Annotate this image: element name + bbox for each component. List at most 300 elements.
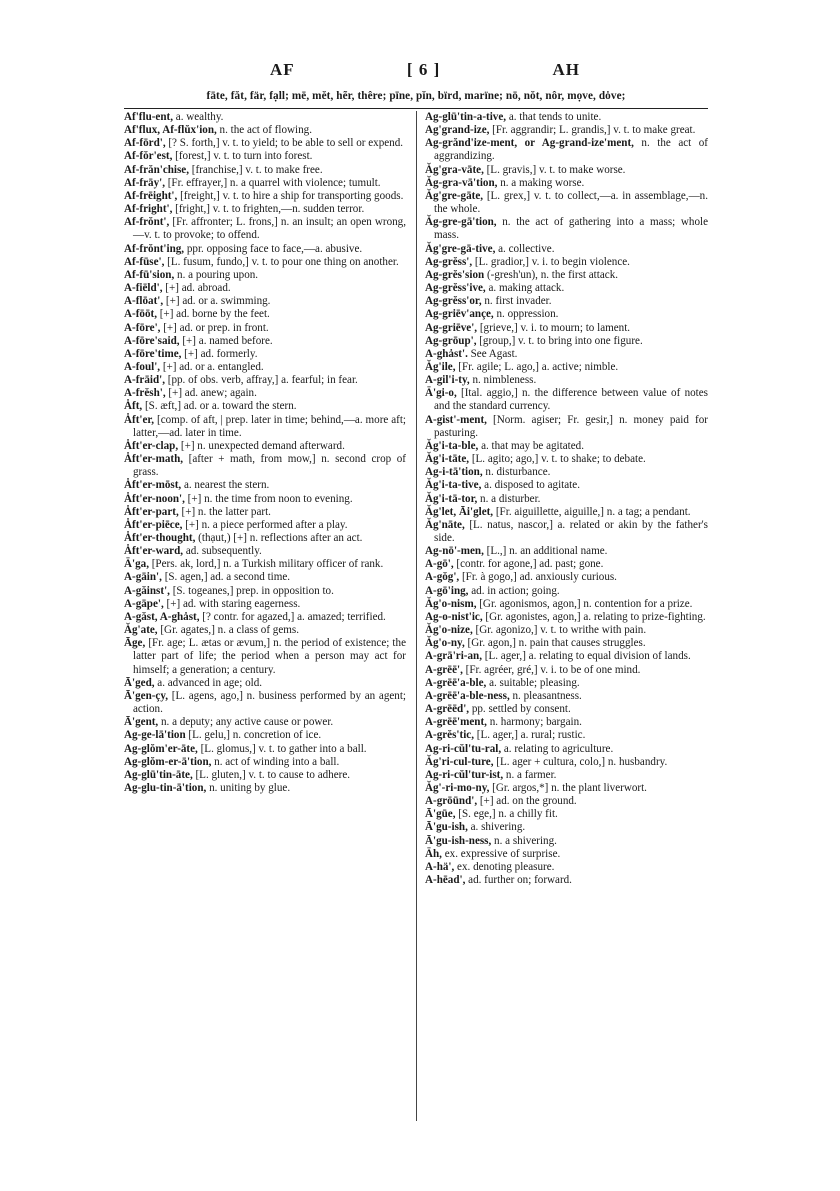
right-guide-word: AH [552, 60, 580, 79]
entry-definition: [+] ad. or a. swimming. [163, 295, 271, 308]
entry-definition: a. wealthy. [173, 111, 224, 123]
entry-definition: [L. ager + cultura, colo,] n. husbandry. [493, 755, 668, 768]
entry-headword: Äh, [425, 847, 442, 860]
dictionary-entry [425, 111, 708, 124]
right-column [416, 111, 708, 887]
entry-headword: Af-frŏnt', [124, 216, 170, 229]
dictionary-entry [124, 585, 406, 598]
page-number: [ 6 ] [406, 60, 441, 79]
entry-definition: ad. in action; going. [468, 584, 560, 597]
entry-headword: Ag-grĕss'ive, [425, 282, 486, 295]
entry-definition: [+] n. a piece performed after a play. [182, 518, 348, 531]
entry-definition: [+] n. the latter part. [178, 505, 271, 518]
dictionary-entry [124, 545, 406, 558]
dictionary-entry [425, 519, 708, 545]
dictionary-entry [425, 782, 708, 795]
entry-definition: ad. subsequently. [183, 545, 262, 558]
dictionary-entry [425, 479, 708, 492]
entry-definition: n. disturbance. [482, 466, 551, 479]
entry-headword: Ȧft'er-clap, [124, 439, 179, 452]
entry-definition: ad. further on; forward. [465, 874, 572, 887]
dictionary-entry [425, 835, 708, 848]
dictionary-entry [124, 387, 406, 400]
entry-definition: [L. gravis,] v. t. to make worse. [483, 163, 626, 176]
dictionary-entry [425, 677, 708, 690]
entry-headword: Ăg'gre-gā-tive, [425, 242, 496, 255]
entry-headword: A-frāid', [124, 374, 165, 387]
dictionary-entry [425, 282, 708, 295]
entry-definition: n. act of winding into a ball. [211, 755, 340, 768]
dictionary-entry [124, 137, 406, 150]
entry-definition: [Gr. agonistes, agon,] a. relating to prize-fighting. [482, 610, 706, 623]
entry-definition: [pp. of obs. verb, affray,] a. fearful; in fear. [164, 374, 358, 387]
dictionary-entry [124, 453, 406, 479]
dictionary-entry [425, 453, 708, 466]
entry-headword: A-grā'ri-an, [425, 650, 482, 663]
dictionary-entry [124, 203, 406, 216]
entry-definition: [fright,] v. t. to frighten,—n. sudden terror. [172, 203, 365, 216]
entry-headword: Ag-ri-cŭl'tur-ist, [425, 768, 504, 781]
entry-headword: Ag-griēv'ançe, [425, 308, 494, 321]
dictionary-entry [425, 848, 708, 861]
entry-headword: Ăg-gra-vā'tion, [425, 176, 498, 189]
entry-headword: Ăg'o-nize, [425, 624, 473, 637]
entry-definition: [group,] v. t. to bring into one figure. [476, 334, 643, 347]
entry-headword: A-găinst', [124, 584, 170, 597]
entry-definition: [L. agito; ago,] v. t. to shake; to debate. [469, 453, 646, 466]
dictionary-entry [425, 440, 708, 453]
entry-definition: [+] ad. borne by the feet. [156, 308, 270, 321]
entry-headword: Ag-grōup', [425, 334, 477, 347]
dictionary-entry [124, 637, 406, 676]
dictionary-entry [124, 361, 406, 374]
entry-headword: A-grēē', [425, 663, 463, 676]
entry-definition: ex. expressive of surprise. [441, 847, 561, 860]
entry-definition: n. a pouring upon. [174, 268, 259, 281]
entry-headword: A-gō'ing, [425, 584, 469, 597]
entry-headword: Āge, [124, 637, 146, 650]
entry-definition: [L. natus, nascor,] a. related or akin by the father's side. [434, 518, 708, 544]
dictionary-entry [425, 637, 708, 650]
entry-headword: Ȧft'er-ward, [124, 545, 184, 558]
entry-headword: A-frĕsh', [124, 387, 166, 400]
entry-headword: A-fōōt, [124, 308, 157, 321]
entry-headword: Ā'gent, [124, 716, 159, 729]
entry-definition: See Agast. [467, 347, 518, 360]
entry-headword: A-gāpe', [124, 597, 164, 610]
entry-definition: n. harmony; bargain. [486, 716, 582, 729]
entry-headword: Ȧft'er-mōst, [124, 479, 182, 492]
dictionary-entry [124, 624, 406, 637]
entry-definition: n. first invader. [481, 295, 552, 308]
dictionary-entry [124, 769, 406, 782]
dictionary-entry [124, 414, 406, 440]
dictionary-entry [124, 400, 406, 413]
entry-headword: Af-fūse', [124, 255, 165, 268]
dictionary-entry [425, 703, 708, 716]
entry-definition: [L. glomus,] v. t. to gather into a ball. [197, 742, 367, 755]
entry-definition: [Gr. argos,*] n. the plant liverwort. [489, 781, 647, 794]
entry-definition: [S. togeanes,] prep. in opposition to. [169, 584, 334, 597]
dictionary-entry [124, 506, 406, 519]
entry-definition: [L. ager,] a. rural; rustic. [473, 729, 586, 742]
left-guide-word: AF [270, 60, 295, 79]
dictionary-entry [425, 743, 708, 756]
entry-headword: Ä'gi-o, [425, 387, 457, 400]
entry-definition: [Fr. à gogo,] ad. anxiously curious. [459, 571, 617, 584]
dictionary-entry [124, 348, 406, 361]
entry-definition: [Pers. ak, lord,] n. a Turkish military officer of rank. [148, 558, 384, 571]
dictionary-entry [124, 716, 406, 729]
dictionary-entry [124, 216, 406, 242]
entry-headword: A-gist'-ment, [425, 413, 487, 426]
entry-headword: A-fōre'said, [124, 334, 180, 347]
dictionary-page [124, 60, 708, 887]
entry-definition: [+] ad. abroad. [162, 282, 231, 295]
entry-headword: Ā'gu-ish-ness, [425, 834, 492, 847]
entry-definition: a. making attack. [485, 282, 565, 295]
dictionary-entry [124, 150, 406, 163]
dictionary-entry [425, 243, 708, 256]
entry-headword: A-hēad', [425, 874, 466, 887]
entry-headword: Ag-glū'tin-āte, [124, 768, 193, 781]
entry-headword: Ag-griēve', [425, 321, 478, 334]
entry-headword: Ag-glŏm-er-ā'tion, [124, 755, 212, 768]
entry-definition: [? contr. for agazed,] a. amazed; terrified. [199, 610, 386, 623]
entry-headword: Ag'grand-ize, [425, 124, 490, 137]
dictionary-entry [425, 650, 708, 663]
dictionary-entry [425, 756, 708, 769]
entry-definition: [+] ad. formerly. [181, 347, 258, 360]
dictionary-entry [425, 558, 708, 571]
column-divider [416, 111, 417, 1121]
entry-definition: n. uniting by glue. [206, 781, 291, 794]
entry-headword: Ăg'i-tāte, [425, 453, 470, 466]
entry-definition: [+] ad. on the ground. [477, 795, 577, 808]
dictionary-entry [124, 611, 406, 624]
entry-headword: A-gil'i-ty, [425, 374, 470, 387]
entry-definition: n. the act of aggrandizing. [434, 137, 708, 163]
dictionary-entry [124, 164, 406, 177]
dictionary-entry [425, 795, 708, 808]
entry-definition: a. shivering. [467, 821, 526, 834]
dictionary-entry [124, 308, 406, 321]
entry-headword: A-grēēd', [425, 703, 470, 716]
entry-definition: [L. agens, ago,] n. business performed by an agent; action. [133, 689, 406, 716]
entry-definition: [grieve,] v. i. to mourn; to lament. [477, 321, 631, 334]
entry-headword: Af-frēight', [124, 189, 178, 202]
entry-definition: [Ital. aggio,] n. the difference between value of notes and the standard currency. [434, 387, 708, 413]
entry-definition: [? S. forth,] v. t. to yield; to be able to sell or expend. [165, 137, 404, 150]
dictionary-entry [124, 479, 406, 492]
dictionary-entry [425, 308, 708, 321]
entry-definition: a. nearest the stern. [181, 479, 270, 492]
dictionary-entry [124, 256, 406, 269]
pronunciation-key: fāte, făt, fär, fạll; mē, mĕt, hẽr, thêre; pīne, pĭn, bïrd, marïne; nō, nŏt, nôr, mọve, dȯve; [124, 86, 708, 109]
entry-definition: [Fr. age; L. ætas or ævum,] n. the period of existence; the latter part of life; the period when a person may act for himself; a generation; a century. [133, 637, 406, 676]
dictionary-entry [425, 664, 708, 677]
entry-definition: [+] n. unexpected demand afterward. [178, 439, 345, 452]
entry-headword: Ăg'ile, [425, 360, 456, 373]
left-column [124, 111, 416, 887]
entry-definition: [Fr. agréer, gré,] v. i. to be of one mind. [462, 663, 641, 676]
entry-definition: [franchise,] v. t. to make free. [189, 163, 323, 176]
entry-definition: n. oppression. [493, 308, 559, 321]
entry-definition: [Fr. effrayer,] n. a quarrel with violence; tumult. [164, 176, 381, 189]
entry-headword: A-hä', [425, 860, 455, 873]
entry-definition: n. pleasantness. [509, 689, 582, 702]
entry-definition: [+] ad. with staring eagerness. [163, 597, 301, 610]
entry-headword: Ăg'o-nism, [425, 597, 477, 610]
entry-headword: Ag-ge-lā'tion [124, 729, 186, 742]
entry-headword: Ā'gen-çy, [124, 689, 169, 702]
entry-headword: Ag-grănd'ize-ment, or Ag-grand-ize'ment, [425, 137, 634, 150]
entry-headword: Ȧft'er-thought, [124, 532, 196, 544]
dictionary-entry [425, 374, 708, 387]
dictionary-entry [425, 361, 708, 374]
entry-headword: Ag-glŏm'er-āte, [124, 742, 198, 755]
entry-headword: Af-frăn'chise, [124, 163, 190, 176]
entry-headword: Ag-glu-tin-ā'tion, [124, 781, 207, 794]
entry-definition: [after + math, from mow,] n. second crop of grass. [133, 453, 406, 479]
entry-definition: [S. æft,] ad. or a. toward the stern. [142, 400, 297, 413]
entry-headword: Ag-glū'tin-a-tive, [425, 111, 507, 123]
entry-headword: Af-fŏr'est, [124, 150, 173, 163]
entry-headword: A-grēē'ment, [425, 716, 487, 729]
dictionary-entry [425, 348, 708, 361]
entry-headword: A-gō', [425, 558, 454, 571]
entry-definition: [L. grex,] v. t. to collect,—a. in assemblage,—n. the whole. [434, 189, 708, 216]
entry-definition: [Gr. agates,] n. a class of gems. [157, 624, 299, 637]
dictionary-entry [425, 624, 708, 637]
entry-definition: a. suitable; pleasing. [486, 676, 580, 689]
entry-headword: Ā'gūe, [425, 808, 456, 821]
entry-definition: ppr. opposing face to face,—a. abusive. [184, 242, 363, 255]
entry-headword: Ȧft'er-piēce, [124, 518, 183, 531]
entry-definition: ex. denoting pleasure. [454, 860, 555, 873]
entry-definition: n. a shivering. [491, 834, 557, 847]
page-header [124, 60, 708, 86]
entry-definition: n. nimbleness. [469, 374, 537, 387]
entry-headword: Af-fright', [124, 203, 173, 216]
dictionary-entry [124, 111, 406, 124]
entry-headword: A-fiēld', [124, 282, 163, 295]
dictionary-entry [425, 137, 708, 163]
entry-definition: (thạut,) [+] n. reflections after an act. [195, 532, 363, 544]
entry-definition: [+] a. named before. [179, 334, 273, 347]
dictionary-entry [425, 335, 708, 348]
dictionary-entry [425, 295, 708, 308]
entry-headword: Ăg'nāte, [425, 518, 465, 531]
dictionary-entry [124, 598, 406, 611]
entry-headword: A-găst, A-ghȧst, [124, 610, 200, 623]
dictionary-entry [124, 571, 406, 584]
entry-definition: [+] ad. anew; again. [165, 387, 257, 400]
dictionary-entry [425, 256, 708, 269]
entry-definition: [freight,] v. t. to hire a ship for transporting goods. [177, 189, 404, 202]
entry-headword: Ăg'o-ny, [425, 637, 465, 650]
dictionary-entry [425, 808, 708, 821]
dictionary-entry [425, 598, 708, 611]
entry-headword: Ăg'i-tā-tor, [425, 492, 478, 505]
dictionary-entry [425, 690, 708, 703]
dictionary-entry [425, 545, 708, 558]
dictionary-entry [124, 519, 406, 532]
dictionary-entry [124, 756, 406, 769]
entry-definition: [L. fusum, fundo,] v. t. to pour one thing on another. [164, 255, 399, 268]
dictionary-entry [425, 414, 708, 440]
entry-headword: Ăg'-ri-mo-ny, [425, 781, 490, 794]
entry-headword: Ăg-gre-gā'tion, [425, 216, 497, 229]
dictionary-entry [124, 177, 406, 190]
dictionary-entry [425, 729, 708, 742]
entry-headword: Af'flux, Af-flŭx'ion, [124, 124, 217, 137]
dictionary-entry [124, 532, 406, 545]
entry-definition: [Fr. aggrandir; L. grandis,] v. t. to make great. [489, 124, 696, 137]
entry-definition: n. the act of flowing. [216, 124, 312, 137]
entry-headword: Ag-nō'-men, [425, 545, 484, 558]
entry-definition: a. disposed to agitate. [481, 479, 580, 492]
dictionary-entry [124, 677, 406, 690]
entry-definition: [+] n. the time from noon to evening. [184, 492, 353, 505]
dictionary-entry [425, 571, 708, 584]
entry-definition: a. that tends to unite. [506, 111, 602, 123]
entry-definition: a. relating to agriculture. [501, 742, 614, 755]
entry-headword: A-ghȧst'. [425, 347, 468, 360]
entry-headword: Ā'gu-ish, [425, 821, 468, 834]
dictionary-entry [124, 782, 406, 795]
entry-headword: Af-fū'sion, [124, 268, 175, 281]
entry-headword: A-gāin', [124, 571, 162, 584]
entry-headword: Ăg'ri-cul-ture, [425, 755, 494, 768]
dictionary-entry [425, 164, 708, 177]
entry-columns [124, 111, 708, 887]
entry-definition: a. collective. [495, 242, 555, 255]
dictionary-entry [425, 611, 708, 624]
entry-headword: Ag-o-nist'ic, [425, 610, 483, 623]
entry-headword: Ȧft'er-part, [124, 505, 179, 518]
dictionary-entry [425, 190, 708, 216]
entry-definition: (-gresh'un), n. the first attack. [484, 268, 619, 281]
entry-definition: [Gr. agon,] n. pain that causes struggles. [464, 637, 646, 650]
dictionary-entry [124, 335, 406, 348]
dictionary-entry [425, 322, 708, 335]
dictionary-entry [425, 585, 708, 598]
dictionary-entry [425, 506, 708, 519]
entry-headword: A-gŏg', [425, 571, 460, 584]
entry-definition: [L. gradior,] v. i. to begin violence. [472, 255, 630, 268]
dictionary-entry [124, 124, 406, 137]
entry-headword: A-grēē'a-ble-ness, [425, 689, 510, 702]
entry-definition: [Fr. aiguillette, aiguille,] n. a tag; a pendant. [493, 505, 691, 518]
entry-headword: A-grĕs'tic, [425, 729, 474, 742]
entry-headword: Ăg'let, Āi'glet, [425, 505, 494, 518]
entry-definition: [L. gluten,] v. t. to cause to adhere. [192, 768, 351, 781]
dictionary-entry [124, 743, 406, 756]
entry-headword: Ag-grĕss'or, [425, 295, 482, 308]
dictionary-entry [425, 466, 708, 479]
entry-headword: Ag-i-tā'tion, [425, 466, 483, 479]
entry-definition: n. a disturber. [477, 492, 541, 505]
entry-definition: n. a farmer. [503, 768, 557, 781]
dictionary-entry [425, 177, 708, 190]
entry-headword: Ăg'ate, [124, 624, 158, 637]
dictionary-entry [124, 282, 406, 295]
dictionary-entry [124, 493, 406, 506]
entry-headword: A-grōūnd', [425, 795, 478, 808]
dictionary-entry [124, 440, 406, 453]
entry-definition: [Fr. agile; L. ago,] a. active; nimble. [455, 360, 619, 373]
entry-headword: Af-frāy', [124, 176, 165, 189]
entry-headword: Ag-ri-cŭl'tu-ral, [425, 742, 502, 755]
entry-headword: A-fōre'time, [124, 347, 182, 360]
entry-definition: [Fr. affronter; L. frons,] n. an insult; an open wrong,—v. t. to provoke; to offend. [133, 216, 406, 242]
entry-definition: [+] ad. or a. entangled. [160, 360, 264, 373]
entry-definition: [Gr. agonismos, agon,] n. contention for a prize. [476, 597, 693, 610]
entry-definition: n. the act of gathering into a mass; whole mass. [434, 216, 708, 242]
dictionary-entry [124, 269, 406, 282]
entry-headword: A-flōat', [124, 295, 164, 308]
entry-definition: a. that may be agitated. [478, 439, 584, 452]
entry-headword: Ăg'gra-vāte, [425, 163, 484, 176]
entry-definition: [forest,] v. t. to turn into forest. [172, 150, 313, 163]
entry-definition: [+] ad. or prep. in front. [160, 321, 269, 334]
dictionary-entry [425, 769, 708, 782]
entry-headword: Ȧft'er, [124, 413, 155, 426]
entry-headword: Ăg'gre-gāte, [425, 189, 484, 202]
entry-headword: Ȧft, [124, 400, 143, 413]
entry-headword: Ag-grĕs'sion [425, 268, 485, 281]
entry-definition: [Norm. agiser; Fr. gesir,] n. money paid for pasturing. [434, 413, 708, 439]
dictionary-entry [425, 874, 708, 887]
dictionary-entry [124, 190, 406, 203]
entry-headword: Af-fōrd', [124, 137, 166, 150]
entry-headword: A-fōre', [124, 321, 161, 334]
dictionary-entry [124, 690, 406, 716]
entry-definition: n. a making worse. [497, 176, 585, 189]
dictionary-entry [425, 269, 708, 282]
dictionary-entry [124, 295, 406, 308]
dictionary-entry [124, 558, 406, 571]
entry-definition: [Gr. agonizo,] v. t. to writhe with pain. [472, 624, 647, 637]
entry-definition: [L. ager,] a. relating to equal division of lands. [482, 650, 691, 663]
entry-headword: Af-frŏnt'ing, [124, 242, 185, 255]
entry-definition: a. advanced in age; old. [154, 676, 263, 689]
dictionary-entry [124, 243, 406, 256]
entry-definition: [L. gelu,] n. concretion of ice. [185, 729, 322, 742]
dictionary-entry [425, 716, 708, 729]
entry-headword: Ag-grĕss', [425, 255, 473, 268]
entry-definition: [L.,] n. an additional name. [483, 545, 608, 558]
dictionary-entry [124, 322, 406, 335]
entry-headword: Ä'ga, [124, 558, 149, 571]
dictionary-entry [425, 493, 708, 506]
entry-headword: Ȧft'er-noon', [124, 492, 185, 505]
entry-headword: Ȧft'er-math, [124, 453, 184, 466]
dictionary-entry [425, 216, 708, 242]
dictionary-entry [425, 861, 708, 874]
entry-definition: n. a deputy; any active cause or power. [158, 716, 334, 729]
dictionary-entry [124, 729, 406, 742]
entry-definition: [contr. for agone,] ad. past; gone. [453, 558, 604, 571]
entry-headword: A-foul', [124, 360, 161, 373]
entry-definition: pp. settled by consent. [469, 703, 571, 716]
entry-headword: Ăg'i-ta-tive, [425, 479, 482, 492]
dictionary-entry [425, 387, 708, 413]
entry-headword: Ā'ged, [124, 676, 155, 689]
entry-definition: [S. ege,] n. a chilly fit. [455, 808, 558, 821]
entry-definition: [comp. of aft, | prep. later in time; behind,—a. more aft; latter,—ad. later in time. [133, 413, 406, 439]
